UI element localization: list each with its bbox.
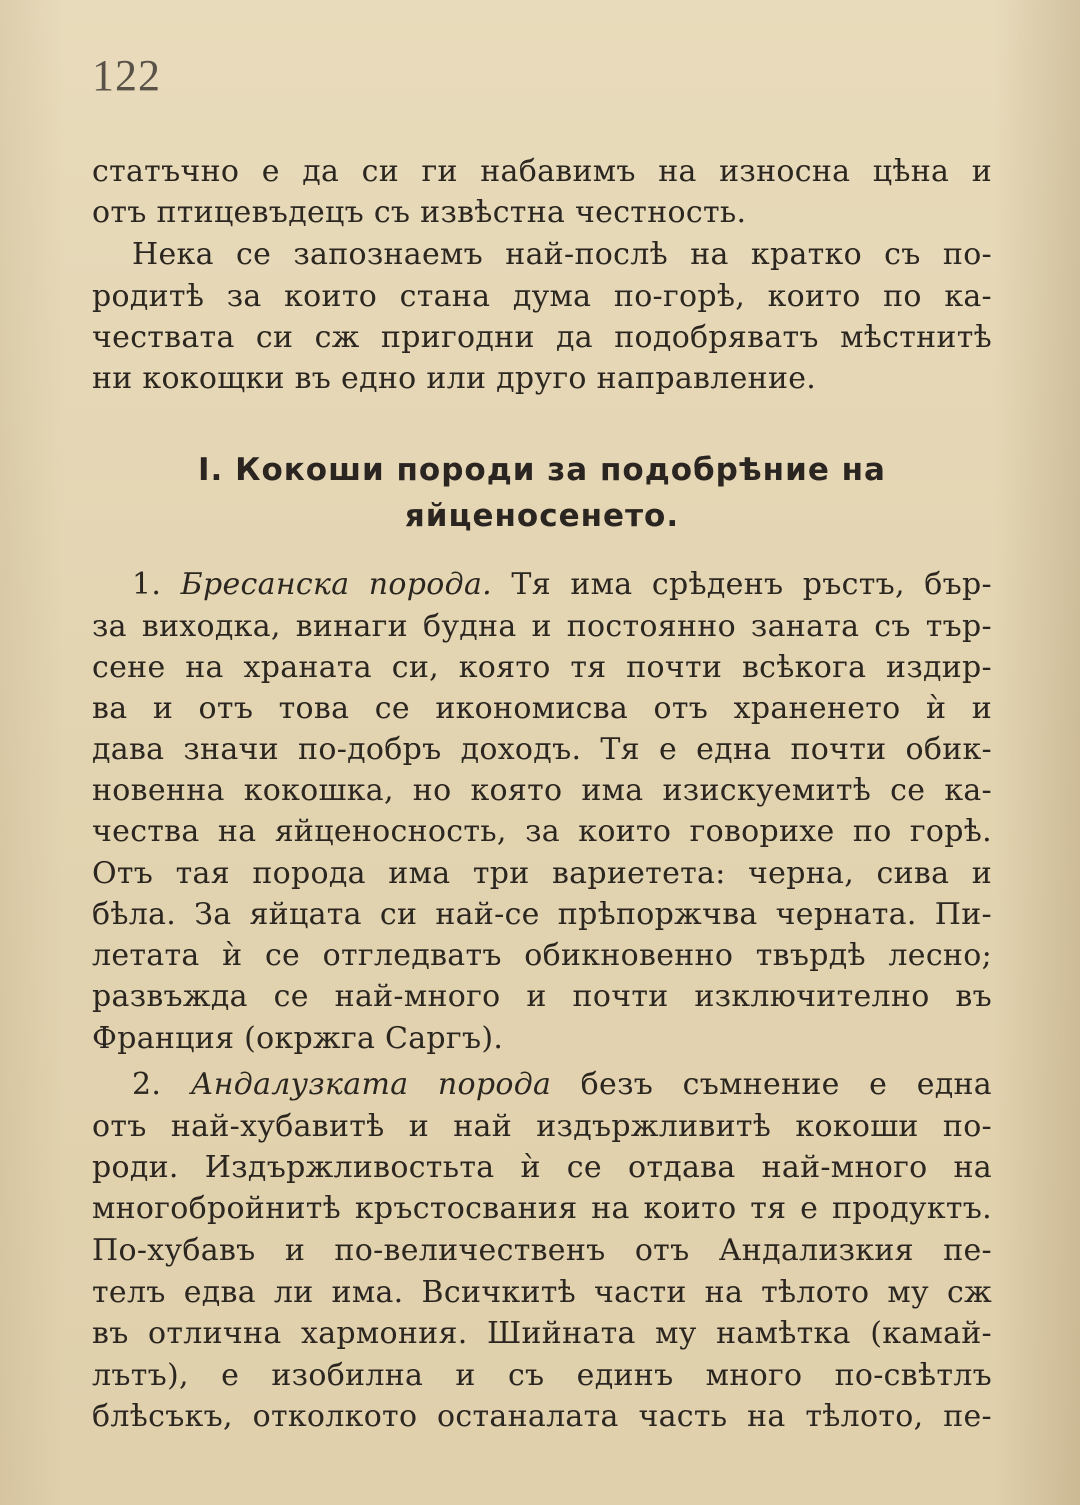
item-first-line: [132, 568, 992, 602]
item-text: Тя има срѣденъ ръстъ, бър-: [511, 567, 992, 602]
text-line: чества на яйценосность, за които говорихе по горѣ.: [92, 814, 992, 849]
text-line: телъ едва ли има. Всичкитѣ части на тѣлото му сж: [92, 1275, 992, 1310]
text-line: Отъ тая порода има три вариетета: черна, сива и: [92, 856, 992, 891]
text-line: отъ птицевъдецъ съ извѣстна честность.: [92, 195, 747, 230]
page-number: 122: [92, 51, 161, 100]
text-line: родитѣ за които стана дума по-горѣ, които по ка-: [92, 279, 992, 314]
breed-title: Андалузката порода: [190, 1067, 552, 1102]
text-line: дава значи по-добръ доходъ. Тя е една почти обик-: [92, 732, 992, 767]
text-line: чествата си сж пригодни да подобряватъ мѣстнитѣ: [92, 320, 992, 355]
section-heading: I. Кокоши породи за подобрѣние на: [198, 452, 886, 488]
text-line: Нека се запознаемъ най-послѣ на кратко съ по-: [132, 237, 992, 272]
text-line: статъчно е да си ги набавимъ на износна цѣна и: [92, 154, 992, 189]
text-line: сене на храната си, която тя почти всѣкога издир-: [92, 650, 992, 685]
text-line: многобройнитѣ кръстосвания на които тя е продуктъ.: [92, 1191, 992, 1226]
text-line: бѣла. За яйцата си най-се прѣпоржчва черната. Пи-: [92, 897, 992, 932]
item-number: 2.: [132, 1067, 162, 1102]
text-line: блѣсъкъ, отколкото останалата часть на тѣлото, пе-: [92, 1399, 992, 1434]
text-line: развъжда се най-много и почти изключително въ: [92, 979, 992, 1014]
text-line: въ отлична хармония. Шийната му намѣтка (камай-: [92, 1316, 992, 1351]
text-line: По-хубавъ и по-величественъ отъ Андализкия пе-: [92, 1233, 992, 1268]
text-line: за виходка, винаги будна и постоянно заната съ тър-: [92, 609, 992, 644]
item-first-line: [132, 1068, 992, 1102]
item-text: безъ съмнение е една: [580, 1067, 992, 1102]
text-line: летата ѝ се отгледватъ обикновенно твърдѣ лесно;: [92, 938, 992, 973]
text-line: роди. Издържливостьта ѝ се отдава най-много на: [92, 1150, 992, 1185]
item-number: 1.: [132, 567, 162, 602]
text-line: ва и отъ това се икономисва отъ храненето ѝ и: [92, 691, 992, 726]
breed-title: Бресанска порода.: [180, 567, 492, 602]
text-line: отъ най-хубавитѣ и най издържливитѣ кокоши по-: [92, 1109, 992, 1144]
text-line: Франция (окржга Саргъ).: [92, 1021, 504, 1056]
section-heading-continued: яйценосенето.: [404, 498, 680, 534]
text-line: новенна кокошка, но която има изискуемитѣ се ка-: [92, 773, 992, 808]
text-line: ни кокощки въ едно или друго направление.: [92, 361, 817, 396]
text-line: лътъ), е изобилна и съ единъ много по-свѣтлъ: [92, 1358, 992, 1393]
